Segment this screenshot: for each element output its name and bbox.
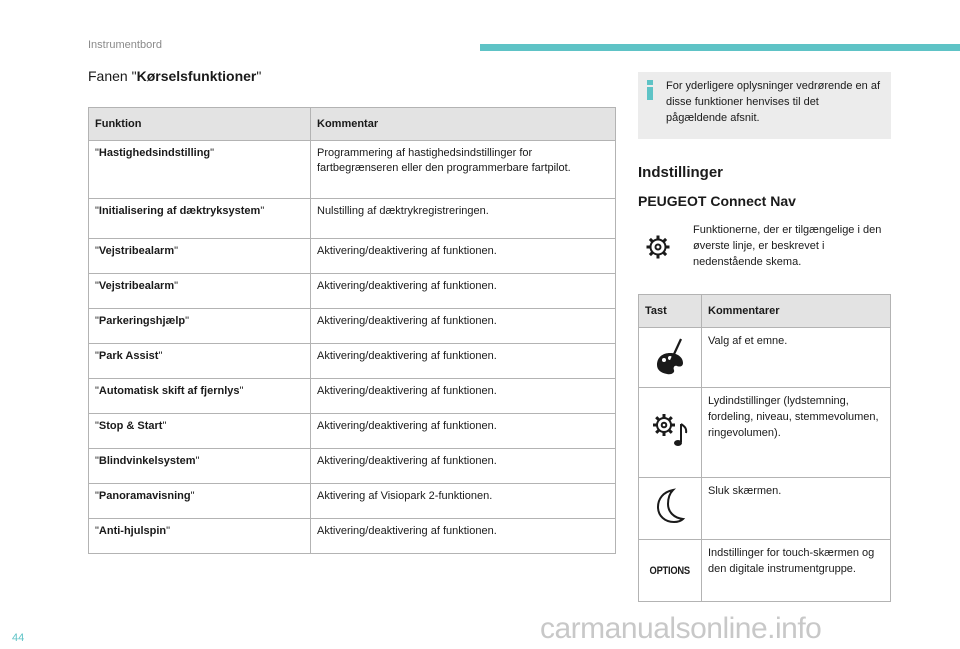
function-cell xyxy=(89,414,311,449)
quote-open: " xyxy=(95,315,99,327)
col-header-key: Tast xyxy=(639,295,702,328)
comment-cell: Aktivering/deaktivering af funktionen. xyxy=(311,274,616,309)
quote-close: " xyxy=(162,420,167,432)
table-header-row xyxy=(639,295,891,328)
table-row xyxy=(89,414,616,449)
function-cell xyxy=(89,309,311,344)
function-cell xyxy=(89,199,311,239)
table-row xyxy=(89,519,616,554)
function-name: Park Assist xyxy=(98,350,159,362)
key-cell xyxy=(639,540,702,602)
watermark: carmanualsonline.info xyxy=(540,612,822,645)
comment-cell: Aktivering/deaktivering af funktionen. xyxy=(311,414,616,449)
comment-cell: Aktivering af Visiopark 2-funktionen. xyxy=(311,484,616,519)
comment-cell: Aktivering/deaktivering af funktionen. xyxy=(311,449,616,484)
quote-open: " xyxy=(95,455,99,467)
comment-cell: Indstillinger for touch-skærmen og den digitale instrumentgruppe. xyxy=(702,540,891,602)
table-row xyxy=(639,328,891,388)
quote-close: " xyxy=(239,385,244,397)
comment-cell: Lydindstillinger (lydstemning, fordeling, niveau, stemmevolumen, ringevolumen). xyxy=(702,388,891,478)
connect-nav-subheading: PEUGEOT Connect Nav xyxy=(638,193,796,209)
table-row xyxy=(89,484,616,519)
comment-cell: Aktivering/deaktivering af funktionen. xyxy=(311,239,616,274)
keys-table xyxy=(638,294,891,602)
header-accent-bar xyxy=(480,44,960,51)
comment-cell: Programmering af hastighedsindstillinger for fartbegrænseren eller den programmerbare fartpilot. xyxy=(311,141,616,199)
key-cell xyxy=(639,478,702,540)
page-number: 44 xyxy=(12,632,25,644)
palette-icon xyxy=(653,335,687,375)
page-title xyxy=(88,68,261,84)
col-header-comments: Kommentarer xyxy=(702,295,891,328)
title-main: Kørselsfunktioner xyxy=(136,68,257,84)
table-row xyxy=(639,388,891,478)
gear-icon xyxy=(645,234,671,260)
function-cell xyxy=(89,344,311,379)
table-row xyxy=(89,239,616,274)
quote-open: " xyxy=(95,280,99,292)
table-row xyxy=(89,344,616,379)
quote-open: " xyxy=(95,350,99,362)
table-row xyxy=(639,478,891,540)
quote-close: " xyxy=(190,490,195,502)
function-cell xyxy=(89,379,311,414)
comment-cell: Aktivering/deaktivering af funktionen. xyxy=(311,309,616,344)
function-cell xyxy=(89,519,311,554)
function-cell xyxy=(89,239,311,274)
quote-open: " xyxy=(95,490,99,502)
function-cell xyxy=(89,141,311,199)
quote-close: " xyxy=(260,205,265,217)
quote-close: " xyxy=(185,315,190,327)
comment-cell: Valg af et emne. xyxy=(702,328,891,388)
info-note xyxy=(638,72,891,139)
function-name: Vejstribealarm xyxy=(98,280,175,292)
quote-close: " xyxy=(174,245,179,257)
function-name: Automatisk skift af fjernlys xyxy=(98,385,240,397)
key-cell xyxy=(639,388,702,478)
comment-cell: Aktivering/deaktivering af funktionen. xyxy=(311,344,616,379)
function-cell xyxy=(89,274,311,309)
table-row xyxy=(639,540,891,602)
function-name: Blindvinkelsystem xyxy=(98,455,196,467)
title-quote-close: " xyxy=(256,68,262,84)
function-name: Hastighedsindstilling xyxy=(98,147,211,159)
gear-music-note-icon xyxy=(648,408,692,452)
quote-open: " xyxy=(95,245,99,257)
col-header-function: Funktion xyxy=(89,108,311,141)
table-row xyxy=(89,379,616,414)
function-name: Parkeringshjælp xyxy=(98,315,186,327)
options-icon: OPTIONS xyxy=(649,564,691,577)
quote-close: " xyxy=(210,147,215,159)
key-cell xyxy=(639,328,702,388)
connect-nav-intro: Funktionerne, der er tilgængelige i den øverste linje, er beskrevet i nedenstående skema. xyxy=(693,224,882,268)
section-label: Instrumentbord xyxy=(88,39,162,51)
quote-open: " xyxy=(95,525,99,537)
info-note-text: For yderligere oplysninger vedrørende en af disse funktioner henvises til det pågældende afsnit. xyxy=(666,80,881,124)
quote-close: " xyxy=(166,525,171,537)
quote-open: " xyxy=(95,205,99,217)
function-cell xyxy=(89,484,311,519)
function-name: Anti-hjulspin xyxy=(98,525,167,537)
table-header-row xyxy=(89,108,616,141)
table-row xyxy=(89,449,616,484)
function-name: Initialisering af dæktryksystem xyxy=(98,205,261,217)
function-name: Panoramavisning xyxy=(98,490,191,502)
quote-open: " xyxy=(95,420,99,432)
table-row xyxy=(89,199,616,239)
function-name: Stop & Start xyxy=(98,420,163,432)
table-row xyxy=(89,309,616,344)
table-row xyxy=(89,274,616,309)
quote-open: " xyxy=(95,147,99,159)
function-cell xyxy=(89,449,311,484)
functions-table xyxy=(88,107,616,554)
function-name: Vejstribealarm xyxy=(98,245,175,257)
title-prefix: Fanen xyxy=(88,68,132,84)
settings-heading: Indstillinger xyxy=(638,164,724,181)
table-row xyxy=(89,141,616,199)
moon-icon xyxy=(653,486,687,526)
quote-close: " xyxy=(174,280,179,292)
quote-close: " xyxy=(195,455,200,467)
col-header-comment: Kommentar xyxy=(311,108,616,141)
title-quote-open: " xyxy=(131,68,137,84)
comment-cell: Nulstilling af dæktrykregistreringen. xyxy=(311,199,616,239)
quote-close: " xyxy=(158,350,163,362)
info-icon xyxy=(646,80,654,100)
comment-cell: Aktivering/deaktivering af funktionen. xyxy=(311,379,616,414)
quote-open: " xyxy=(95,385,99,397)
comment-cell: Aktivering/deaktivering af funktionen. xyxy=(311,519,616,554)
comment-cell: Sluk skærmen. xyxy=(702,478,891,540)
